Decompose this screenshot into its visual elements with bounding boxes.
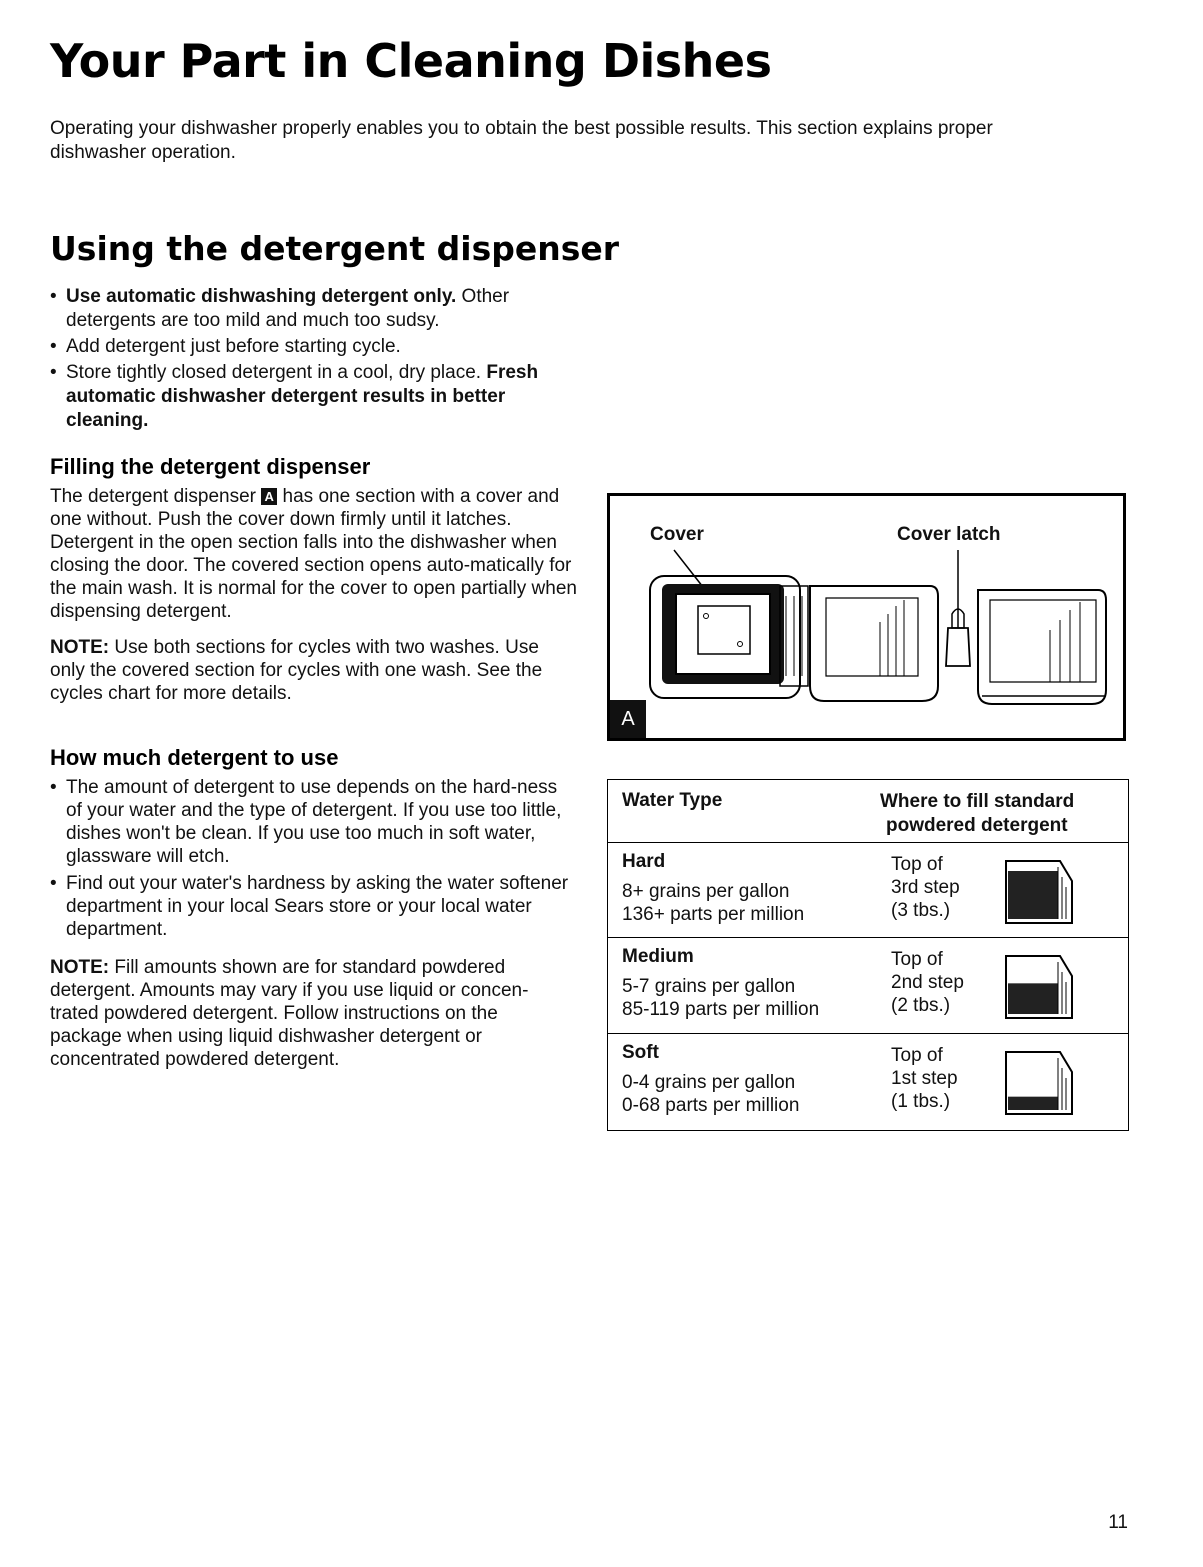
dispenser-illustration bbox=[610, 496, 1123, 738]
bullet-text: Add detergent just before starting cycle. bbox=[66, 336, 401, 357]
fill-location-1: Top of bbox=[891, 949, 943, 970]
water-type-name: Hard bbox=[622, 851, 666, 872]
dispenser-cup-icon bbox=[1000, 1042, 1078, 1120]
note-label: NOTE: bbox=[50, 637, 110, 658]
table-header-fill-line1: Where to fill standard bbox=[880, 791, 1075, 812]
bullet-bold-text: Use automatic dishwashing detergent only. bbox=[66, 286, 457, 307]
parts-per-million: 85-119 parts per million bbox=[622, 999, 820, 1020]
grains-per-gallon: 8+ grains per gallon bbox=[622, 881, 790, 902]
dispenser-cup-icon bbox=[1000, 946, 1078, 1024]
parts-per-million: 0-68 parts per million bbox=[622, 1095, 800, 1116]
intro-paragraph: Operating your dishwasher properly enables you to obtain the best possible results. This section explains proper dishwasher operation. bbox=[50, 118, 993, 163]
bullet-bold-text: Fresh automatic dishwasher detergent results in better cleaning. bbox=[66, 362, 539, 431]
open-cup-shape bbox=[978, 590, 1106, 704]
table-header-fill bbox=[880, 790, 1074, 838]
fill-location-2: 1st step bbox=[891, 1068, 958, 1089]
page-number: 11 bbox=[1108, 1512, 1128, 1533]
note-text: Use both sections for cycles with two washes. Use only the covered section for cycles with one wash. See the cycles chart for more details. bbox=[50, 637, 543, 704]
fill-location-2: 2nd step bbox=[891, 972, 964, 993]
subheading-how-much: How much detergent to use bbox=[50, 745, 339, 770]
how-much-note bbox=[50, 956, 570, 1071]
cover-shape bbox=[650, 576, 808, 698]
detergent-fill-level bbox=[1008, 871, 1058, 919]
table-row bbox=[608, 937, 1128, 1033]
bullet-item bbox=[50, 776, 570, 868]
note-label: NOTE: bbox=[50, 957, 110, 978]
table-header-fill-line2: powdered detergent bbox=[886, 815, 1068, 836]
fill-location-1: Top of bbox=[891, 854, 943, 875]
bullet-item bbox=[50, 872, 570, 941]
label-cover: Cover bbox=[650, 524, 704, 545]
filling-text: The detergent dispenser bbox=[50, 486, 262, 507]
detergent-fill-level bbox=[1008, 983, 1058, 1014]
how-much-bullets bbox=[50, 776, 570, 943]
bullet-item bbox=[50, 335, 590, 359]
filling-paragraph bbox=[50, 485, 578, 623]
table-header-water-type: Water Type bbox=[622, 790, 723, 811]
dispenser-figure bbox=[607, 493, 1126, 741]
fill-amount: (2 tbs.) bbox=[891, 995, 951, 1016]
bullet-text: Store tightly closed detergent in a cool, dry place. bbox=[66, 362, 487, 383]
dispenser-bullets bbox=[50, 285, 590, 435]
figure-a-badge: A bbox=[261, 488, 277, 505]
bullet-text: Find out your water's hardness by asking the water softener department in your local Sears store or your local water department. bbox=[66, 873, 569, 940]
table-row bbox=[608, 1033, 1128, 1130]
bullet-text: The amount of detergent to use depends on the hard-ness of your water and the type of detergent. If you use too little, dishes won't be clean. If you use too much in soft water, glassware will etch. bbox=[66, 777, 562, 867]
note-text: Fill amounts shown are for standard powdered detergent. Amounts may vary if you use liquid or concen-trated powdered detergent. Follow instructions on the package when using liquid dishwasher detergent or concentrated powdered detergent. bbox=[50, 957, 529, 1070]
filling-note bbox=[50, 636, 578, 705]
bullet-text: Other detergents are too mild and much too sudsy. bbox=[66, 286, 510, 331]
water-type-name: Medium bbox=[622, 946, 694, 967]
table-row bbox=[608, 842, 1128, 937]
fill-location-1: Top of bbox=[891, 1045, 943, 1066]
bullet-item bbox=[50, 361, 590, 433]
page-title: Your Part in Cleaning Dishes bbox=[50, 34, 772, 88]
grains-per-gallon: 0-4 grains per gallon bbox=[622, 1072, 796, 1093]
filling-text: has one section with a cover and one without. Push the cover down firmly until it latches. Detergent in the open section falls into the dishwasher when closing the door. The covered section opens auto-matically for the main wash. It is normal for the cover to open partially when dispensing detergent. bbox=[50, 486, 577, 622]
grains-per-gallon: 5-7 grains per gallon bbox=[622, 976, 796, 997]
figure-marker: A bbox=[610, 700, 646, 738]
fill-amount: (3 tbs.) bbox=[891, 900, 951, 921]
water-type-table bbox=[607, 779, 1129, 1131]
bullet-item bbox=[50, 285, 590, 333]
dispenser-cup-icon bbox=[1000, 851, 1078, 929]
closed-cup-shape bbox=[810, 586, 938, 701]
parts-per-million: 136+ parts per million bbox=[622, 904, 805, 925]
fill-amount: (1 tbs.) bbox=[891, 1091, 951, 1112]
subheading-filling: Filling the detergent dispenser bbox=[50, 454, 371, 479]
label-cover-latch: Cover latch bbox=[897, 524, 1001, 545]
water-type-name: Soft bbox=[622, 1042, 659, 1063]
section-heading-dispenser: Using the detergent dispenser bbox=[50, 229, 620, 268]
fill-location-2: 3rd step bbox=[891, 877, 960, 898]
detergent-fill-level bbox=[1008, 1097, 1058, 1110]
